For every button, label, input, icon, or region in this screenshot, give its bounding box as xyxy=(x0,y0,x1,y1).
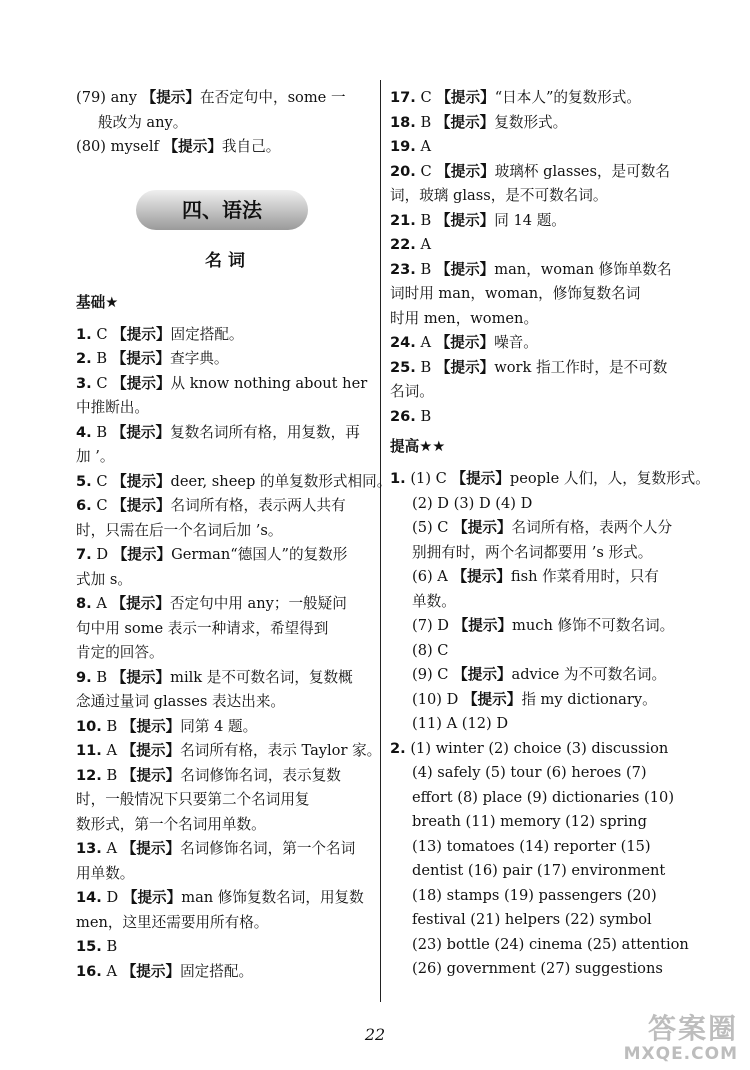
answer-choice: B xyxy=(96,350,108,367)
hint-text: 固定搭配。 xyxy=(170,325,244,343)
answer-item xyxy=(76,372,374,397)
q1-line xyxy=(390,516,690,541)
hint-tag: 【提示】 xyxy=(121,766,181,784)
hint-text-cont: 时用 men，women。 xyxy=(390,309,539,327)
hint-text: 名词所有格，表示两人共有 xyxy=(170,497,346,514)
answer-choice: B xyxy=(106,717,118,735)
answer-item xyxy=(390,111,690,136)
q1-answer: (9) C xyxy=(412,666,449,683)
hint-tag: 【提示】 xyxy=(435,260,495,278)
q1-answer: (5) C xyxy=(412,519,449,536)
hint-text-cont: 念通过量词 glasses 表达出来。 xyxy=(76,693,286,710)
subsection-title: 名 词 xyxy=(205,250,245,271)
hint-tag: 【提示】 xyxy=(122,889,182,906)
answer-number: 15. xyxy=(76,938,102,955)
hint-text-cont: 句中用 some 表示一种请求，希望得到 xyxy=(76,619,329,637)
hint-text-cont: 用单数。 xyxy=(76,864,135,882)
answer-number: 20. xyxy=(390,162,416,180)
q1-answer: (1) C xyxy=(410,470,447,487)
q1-line xyxy=(390,639,690,664)
hint-tag: 【提示】 xyxy=(436,162,495,180)
q1-answer: (7) D xyxy=(412,617,450,634)
hint-text-cont: 时，一般情况下只要第二个名词用复 xyxy=(76,791,310,808)
hint-tag: 【提示】 xyxy=(462,690,522,708)
hint-tag: 【提示】 xyxy=(435,334,495,351)
answer-item xyxy=(390,233,690,258)
hint-text: 查字典。 xyxy=(170,350,229,367)
hint-text: 名词所有格，表示 Taylor 家。 xyxy=(180,742,382,759)
hint-text: milk 是不可数名词，复数概 xyxy=(170,668,353,686)
answer-choice: A xyxy=(420,334,432,351)
column-divider xyxy=(380,80,381,1002)
answer-number: 10. xyxy=(76,717,102,735)
answer-number: 24. xyxy=(390,334,416,351)
answer-choice: B xyxy=(96,423,108,441)
question-number: 2. xyxy=(390,739,406,757)
q2-answers: effort (8) place (9) dictionaries (10) xyxy=(412,788,675,806)
hint-tag: 【提示】 xyxy=(121,840,181,857)
q1-answer: 别拥有时，两个名词都要用 ’s 形式。 xyxy=(412,543,653,561)
hint-text-cont: 中推断出。 xyxy=(76,399,149,416)
hint-text-cont: 加 ’。 xyxy=(76,448,115,465)
answer-number: 4. xyxy=(76,423,92,441)
hint-text: 从 know nothing about her xyxy=(170,374,368,392)
q1-line xyxy=(390,565,690,590)
left-column xyxy=(76,86,392,984)
hint-text-cont: 词，玻璃 glass，是不可数名词。 xyxy=(390,187,608,204)
q2-answers: (13) tomatoes (14) reporter (15) xyxy=(412,837,651,855)
answer-item xyxy=(76,421,374,446)
answer-item xyxy=(76,592,374,617)
answer-choice: C xyxy=(96,472,108,490)
answer-choice: A xyxy=(106,742,118,759)
hint-text: 复数名词所有格，用复数，再 xyxy=(170,423,360,441)
answer-item xyxy=(76,764,374,789)
answer-item xyxy=(76,960,374,985)
hint-text-cont: 肯定的回答。 xyxy=(76,644,164,661)
answer-number: 23. xyxy=(390,260,416,278)
section-title: 四、语法 xyxy=(136,190,308,230)
answer-number: 18. xyxy=(390,113,416,131)
answer-number: 17. xyxy=(390,89,416,106)
answer-choice: A xyxy=(420,138,432,155)
hint-tag: 【提示】 xyxy=(111,423,171,441)
answer-number: 9. xyxy=(76,668,92,686)
hint-text: man，woman 修饰单数名 xyxy=(494,260,672,278)
answer-item xyxy=(76,543,374,568)
answer-item xyxy=(76,347,374,372)
q2-line xyxy=(390,835,690,860)
prev-item-79-cont: 般改为 any。 xyxy=(98,113,188,131)
watermark-text-bottom: MXQE.COM xyxy=(623,1044,738,1064)
level-advanced-heading: 提高★★ xyxy=(390,438,446,455)
q2-line xyxy=(390,908,690,933)
answer-number: 2. xyxy=(76,350,92,367)
answer-choice: B xyxy=(96,668,108,686)
hint-tag: 【提示】 xyxy=(435,358,495,376)
hint-tag: 【提示】 xyxy=(121,717,181,735)
answer-number: 16. xyxy=(76,962,102,980)
hint-tag: 【提示】 xyxy=(112,497,171,514)
hint-tag: 【提示】 xyxy=(112,546,172,563)
hint-tag: 【提示】 xyxy=(435,113,495,131)
q1-line xyxy=(390,541,690,566)
q1-line xyxy=(390,663,690,688)
q1-answer: (8) C xyxy=(412,641,449,659)
answer-choice: C xyxy=(420,162,432,180)
answer-item xyxy=(76,739,382,764)
hint-tag: 【提示】 xyxy=(453,666,512,683)
answer-number: 13. xyxy=(76,840,102,857)
hint-text: fish 作菜肴用时，只有 xyxy=(510,568,659,585)
hint-tag: 【提示】 xyxy=(121,962,181,980)
hint-text: 噪音。 xyxy=(494,334,538,351)
hint-text: 同 14 题。 xyxy=(494,211,566,229)
hint-tag: 【提示】 xyxy=(121,742,181,759)
answer-number: 8. xyxy=(76,595,92,612)
answer-choice: C xyxy=(96,325,108,343)
hint-text: people 人们，人，复数形式。 xyxy=(509,470,710,487)
q2-answers: (18) stamps (19) passengers (20) xyxy=(412,886,657,904)
answer-choice: C xyxy=(96,497,108,514)
q2-line xyxy=(390,957,690,982)
hint-text-cont: 数形式，第一个名词用单数。 xyxy=(76,815,266,833)
q2-answers: (4) safely (5) tour (6) heroes (7) xyxy=(412,764,647,781)
right-column xyxy=(390,86,710,982)
hint-text: 玻璃杯 glasses，是可数名 xyxy=(494,162,670,180)
q1-answer: (10) D xyxy=(412,690,459,708)
hint-text: 名词修饰名词，第一个名词 xyxy=(180,840,356,857)
hint-tag: 【提示】 xyxy=(111,350,171,367)
answer-item xyxy=(76,494,374,519)
hint-text-cont: 名词。 xyxy=(390,383,434,400)
answer-choice: D xyxy=(106,889,119,906)
hint-tag: 【提示】 xyxy=(452,568,511,585)
answer-item xyxy=(390,405,690,430)
hint-text-cont: 时，只需在后一个名词后加 ’s。 xyxy=(76,521,283,539)
q1-line xyxy=(390,590,690,615)
hint-tag: 【提示】 xyxy=(112,472,171,490)
hint-tag: 【提示】 xyxy=(453,519,512,536)
advanced-question-1 xyxy=(390,467,710,737)
answer-number: 7. xyxy=(76,546,92,563)
hint-text: 名词修饰名词，表示复数 xyxy=(180,766,341,784)
answer-choice: C xyxy=(420,89,432,106)
answer-item xyxy=(390,160,690,185)
answer-number: 11. xyxy=(76,742,102,759)
answer-choice: B xyxy=(420,358,432,376)
hint-text-cont: 式加 s。 xyxy=(76,570,132,588)
answer-item xyxy=(76,935,374,960)
q2-answers: (23) bottle (24) cinema (25) attention xyxy=(412,935,689,953)
hint-text: “日本人”的复数形式。 xyxy=(494,89,641,106)
answer-choice: D xyxy=(96,546,109,563)
question-number: 1. xyxy=(390,470,406,487)
hint-text: 同第 4 题。 xyxy=(180,717,258,735)
answer-choice: B xyxy=(420,260,432,278)
q2-answers: (1) winter (2) choice (3) discussion xyxy=(410,739,669,757)
answer-choice: A xyxy=(96,595,107,612)
q2-line xyxy=(390,761,690,786)
answer-item xyxy=(76,837,374,862)
answer-number: 12. xyxy=(76,766,102,784)
hint-tag: 【提示】 xyxy=(111,595,170,612)
q2-answers: dentist (16) pair (17) environment xyxy=(412,862,666,879)
answer-item xyxy=(390,258,690,283)
answer-choice: B xyxy=(106,938,118,955)
answer-item xyxy=(390,331,690,356)
answer-number: 19. xyxy=(390,138,416,155)
q2-answers: festival (21) helpers (22) symbol xyxy=(412,911,652,928)
answer-choice: A xyxy=(106,840,118,857)
hint-text: work 指工作时，是不可数 xyxy=(494,358,668,376)
hint-tag: 【提示】 xyxy=(453,617,513,634)
answer-item xyxy=(76,886,374,911)
answer-item xyxy=(76,666,374,691)
hint-tag: 【提示】 xyxy=(435,211,495,229)
prev-item-80: (80) myself 【提示】我自己。 xyxy=(76,138,281,155)
answer-number: 3. xyxy=(76,374,92,392)
watermark-logo xyxy=(624,1014,738,1064)
hint-text: man 修饰复数名词，用复数 xyxy=(181,889,364,906)
page-number: 22 xyxy=(364,1025,386,1044)
q2-line xyxy=(390,884,690,909)
hint-tag: 【提示】 xyxy=(111,668,171,686)
prev-item-79: (79) any 【提示】在否定句中，some 一 xyxy=(76,89,346,106)
answer-choice: B xyxy=(420,211,432,229)
answer-number: 6. xyxy=(76,497,92,514)
answer-choice: C xyxy=(96,374,108,392)
q1-line xyxy=(390,712,690,737)
hint-tag: 【提示】 xyxy=(112,325,171,343)
q2-answers: (26) government (27) suggestions xyxy=(412,960,663,977)
answer-number: 22. xyxy=(390,236,416,253)
answer-number: 26. xyxy=(390,407,416,425)
answer-item xyxy=(390,135,690,160)
answer-number: 14. xyxy=(76,889,102,906)
hint-tag: 【提示】 xyxy=(436,89,495,106)
q1-answer: 单数。 xyxy=(412,592,456,610)
q1-line xyxy=(390,467,710,492)
hint-text: much 修饰不可数名词。 xyxy=(512,617,675,634)
q2-line xyxy=(390,737,690,762)
advanced-question-2 xyxy=(390,737,690,982)
hint-text: German“德国人”的复数形 xyxy=(171,546,348,563)
q2-answers: breath (11) memory (12) spring xyxy=(412,813,647,830)
hint-text-cont: men，这里还需要用所有格。 xyxy=(76,913,269,931)
answer-choice: B xyxy=(420,113,432,131)
hint-text: 否定句中用 any；一般疑问 xyxy=(169,595,347,612)
q1-line xyxy=(390,492,690,517)
q2-line xyxy=(390,933,690,958)
hint-tag: 【提示】 xyxy=(112,374,171,392)
answer-item xyxy=(76,323,374,348)
hint-text: advice 为不可数名词。 xyxy=(511,666,667,683)
answer-item xyxy=(390,86,690,111)
watermark-text-top: 答案圈 xyxy=(647,1012,738,1045)
hint-text: 指 my dictionary。 xyxy=(521,690,657,708)
answer-item xyxy=(76,470,392,495)
q1-answer: (11) A (12) D xyxy=(412,715,509,732)
q2-line xyxy=(390,786,690,811)
answer-item xyxy=(76,715,374,740)
basic-answers-list xyxy=(76,323,392,985)
hint-text: 固定搭配。 xyxy=(180,962,254,980)
answer-number: 25. xyxy=(390,358,416,376)
answer-number: 21. xyxy=(390,211,416,229)
q2-line xyxy=(390,859,690,884)
answer-choice: B xyxy=(420,407,432,425)
hint-text: deer, sheep 的单复数形式相同。 xyxy=(170,472,392,490)
basic-answers-list-cont xyxy=(390,86,690,429)
answer-choice: B xyxy=(106,766,118,784)
q1-line xyxy=(390,688,690,713)
hint-text: 名词所有格，表两个人分 xyxy=(511,519,673,536)
hint-text: 复数形式。 xyxy=(494,113,568,131)
level-basic-heading: 基础★ xyxy=(76,293,119,311)
answer-number: 5. xyxy=(76,472,92,490)
q2-line xyxy=(390,810,690,835)
hint-tag: 【提示】 xyxy=(451,470,510,487)
q1-line xyxy=(390,614,690,639)
answer-choice: A xyxy=(106,962,118,980)
q1-answer: (6) A xyxy=(412,568,448,585)
answer-item xyxy=(390,356,690,381)
hint-text-cont: 词时用 man，woman，修饰复数名词 xyxy=(390,285,641,302)
answer-number: 1. xyxy=(76,325,92,343)
answer-choice: A xyxy=(420,236,432,253)
answer-item xyxy=(390,209,690,234)
q1-answer: (2) D (3) D (4) D xyxy=(412,494,533,512)
